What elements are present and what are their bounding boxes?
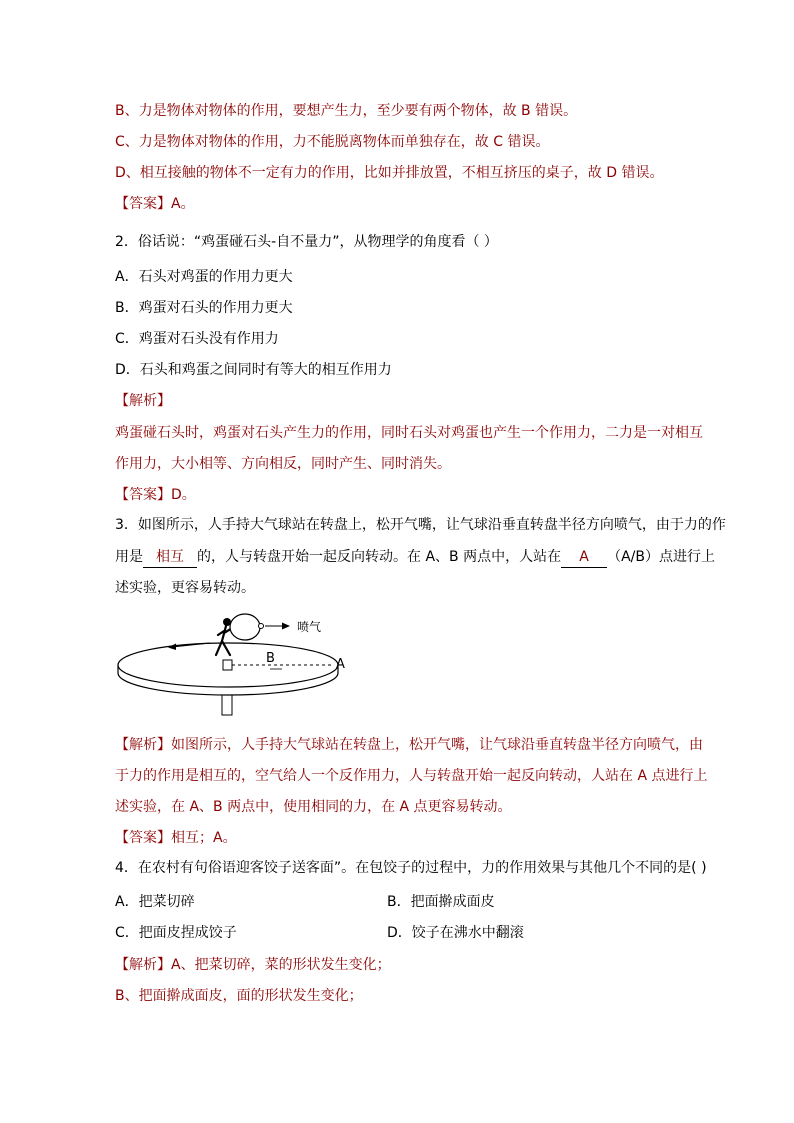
answer-tag: 【答案】	[115, 196, 171, 212]
q3-blank-2: A	[561, 547, 607, 568]
answer-value: 相互；A。	[171, 830, 237, 846]
q2-stem: 2．俗话说：“鸡蛋碰石头-自不量力”，从物理学的角度看（ ）	[115, 234, 498, 250]
q2-option-c: C．鸡蛋对石头没有作用力	[115, 331, 279, 347]
analysis-text: A、把菜切碎，菜的形状发生变化；	[171, 957, 391, 973]
q2-analysis-line-1: 鸡蛋碰石头时，鸡蛋对石头产生力的作用，同时石头对鸡蛋也产生一个作用力，二力是一对相互	[115, 425, 703, 441]
q2-option-b: B．鸡蛋对石头的作用力更大	[115, 300, 293, 316]
q2-analysis-tag: 【解析】	[115, 393, 171, 409]
jet-arrow-head	[282, 623, 290, 630]
turntable-hub	[223, 660, 232, 670]
q4-stem: 4．在农村有句俗语迎客饺子送客面”。在包饺子的过程中，力的作用效果与其他几个不同的是( )	[115, 860, 707, 876]
q3-stem-text: 用是	[115, 549, 143, 565]
q2-option-d: D．石头和鸡蛋之间同时有等大的相互作用力	[115, 362, 392, 378]
q4-analysis-line-2: B、把面擀成面皮，面的形状发生变化；	[115, 988, 363, 1004]
q3-stem-text: （A/B）点进行上	[607, 549, 715, 565]
q3-turntable-figure	[110, 605, 360, 720]
q4-option-c: C．把面皮捏成饺子	[115, 925, 237, 941]
q3-blank-1: 相互	[143, 547, 197, 568]
q3-answer-line	[115, 828, 237, 848]
q2-analysis-line-2: 作用力，大小相等、方向相反，同时产生、同时消失。	[115, 456, 451, 472]
q3-analysis-line-3: 述实验，在 A、B 两点中，使用相同的力，在 A 点更容易转动。	[115, 799, 512, 815]
q2-option-a: A．石头对鸡蛋的作用力更大	[115, 269, 293, 285]
prev-analysis-option-c: C、力是物体对物体的作用，力不能脱离物体而单独存在，故 C 错误。	[115, 134, 550, 150]
q4-option-a: A．把菜切碎	[115, 894, 195, 910]
q3-stem-text: 的，人与转盘开始一起反向转动。在 A、B 两点中，人站在	[197, 549, 562, 565]
q3-stem-line-3: 述实验，更容易转动。	[115, 580, 255, 596]
q3-stem-line-1: 3．如图所示，人手持大气球站在转盘上，松开气嘴，让气球沿垂直转盘半径方向喷气，由于力的作	[115, 517, 726, 533]
analysis-tag: 【解析】	[115, 737, 171, 753]
jet-label: 喷气	[297, 620, 322, 634]
answer-value: A。	[171, 196, 195, 212]
analysis-tag: 【解析】	[115, 957, 171, 973]
balloon-nozzle	[259, 624, 264, 629]
q3-analysis-line-2: 于力的作用是相互的，空气给人一个反作用力，人与转盘开始一起反向转动，人站在 A 点进行上	[115, 768, 708, 784]
answer-tag: 【答案】	[115, 830, 171, 846]
analysis-text: 如图所示，人手持大气球站在转盘上，松开气嘴，让气球沿垂直转盘半径方向喷气，由	[171, 737, 703, 753]
prev-analysis-option-d: D、相互接触的物体不一定有力的作用，比如并排放置，不相互挤压的桌子，故 D 错误。	[115, 165, 664, 181]
answer-value: D。	[171, 487, 196, 503]
point-a-label: A	[336, 657, 345, 672]
q2-answer-line	[115, 485, 196, 505]
q4-option-b: B．把面擀成面皮	[387, 894, 495, 910]
q3-analysis-line-1	[115, 735, 703, 755]
point-b-label: B	[266, 651, 275, 666]
q4-option-d: D．饺子在沸水中翻滚	[387, 925, 524, 941]
balloon	[230, 614, 260, 640]
prev-analysis-option-b: B、力是物体对物体的作用，要想产生力，至少要有两个物体，故 B 错误。	[115, 103, 578, 119]
prev-answer-line	[115, 194, 195, 214]
q4-analysis-line-1	[115, 955, 391, 975]
answer-tag: 【答案】	[115, 487, 171, 503]
q3-stem-line-2	[115, 547, 715, 568]
